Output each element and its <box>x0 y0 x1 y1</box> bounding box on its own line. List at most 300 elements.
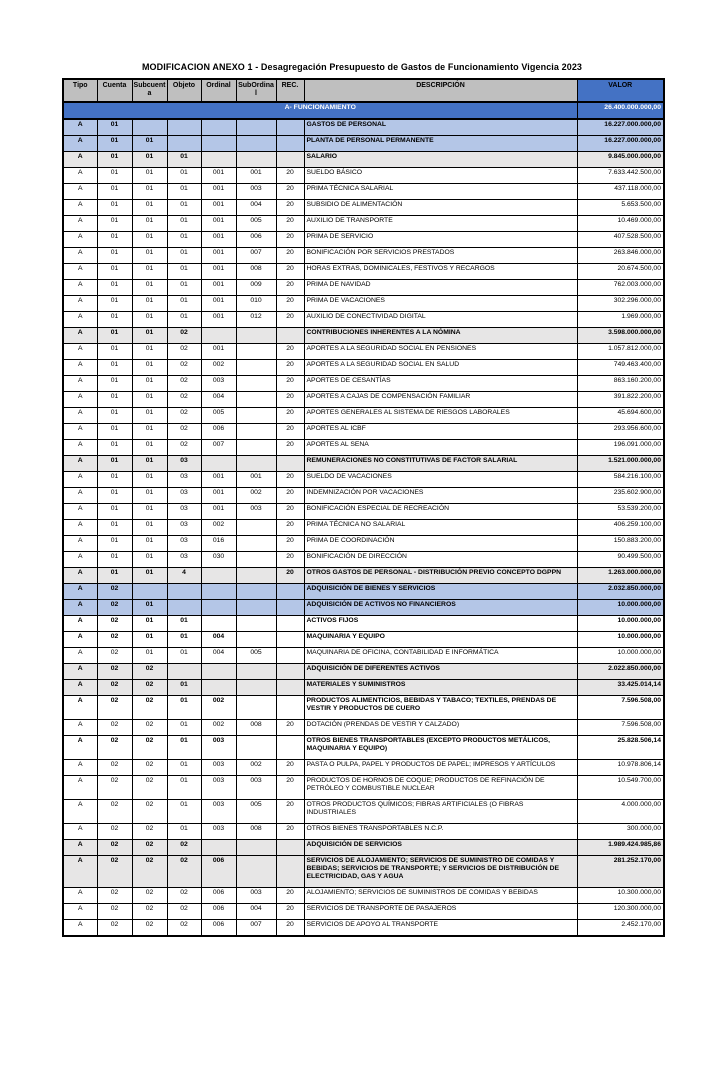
cell-valor: 10.300.000,00 <box>577 888 664 904</box>
cell-valor: 10.000.000,00 <box>577 648 664 664</box>
cell-subcuenta: 01 <box>132 535 167 551</box>
cell-subordinal: 008 <box>236 824 276 840</box>
cell-valor: 25.828.506,14 <box>577 736 664 760</box>
cell-objeto: 03 <box>167 455 201 471</box>
cell-ordinal: 002 <box>201 720 236 736</box>
cell-rec <box>276 840 304 856</box>
table-row <box>63 856 664 888</box>
cell-objeto: 01 <box>167 736 201 760</box>
cell-ordinal: 001 <box>201 167 236 183</box>
cell-subcuenta: 02 <box>132 720 167 736</box>
cell-subordinal <box>236 680 276 696</box>
table-row <box>63 696 664 720</box>
cell-valor: 2.032.850.000,00 <box>577 583 664 599</box>
cell-rec: 20 <box>276 311 304 327</box>
cell-rec <box>276 680 304 696</box>
cell-subordinal <box>236 391 276 407</box>
cell-cuenta: 02 <box>97 680 132 696</box>
cell-cuenta: 02 <box>97 920 132 937</box>
cell-tipo: A <box>63 311 97 327</box>
cell-cuenta: 02 <box>97 776 132 800</box>
cell-ordinal: 001 <box>201 199 236 215</box>
table-row <box>63 888 664 904</box>
cell-cuenta: 02 <box>97 888 132 904</box>
cell-subcuenta <box>132 583 167 599</box>
cell-objeto <box>167 664 201 680</box>
cell-subordinal <box>236 736 276 760</box>
cell-subcuenta: 01 <box>132 167 167 183</box>
cell-rec: 20 <box>276 295 304 311</box>
cell-valor: 5.653.500,00 <box>577 199 664 215</box>
cell-tipo: A <box>63 135 97 151</box>
cell-objeto <box>167 599 201 615</box>
cell-ordinal: 004 <box>201 648 236 664</box>
cell-ordinal: 001 <box>201 471 236 487</box>
cell-ordinal: 007 <box>201 439 236 455</box>
table-row <box>63 311 664 327</box>
cell-subordinal: 002 <box>236 487 276 503</box>
cell-ordinal <box>201 616 236 632</box>
cell-cuenta: 01 <box>97 391 132 407</box>
cell-tipo: A <box>63 471 97 487</box>
cell-subordinal <box>236 696 276 720</box>
cell-descripcion: BONIFICACIÓN POR SERVICIOS PRESTADOS <box>304 247 577 263</box>
cell-cuenta: 02 <box>97 904 132 920</box>
cell-descripcion: PRIMA TÉCNICA NO SALARIAL <box>304 519 577 535</box>
cell-descripcion: SERVICIOS DE TRANSPORTE DE PASAJEROS <box>304 904 577 920</box>
cell-rec <box>276 856 304 888</box>
cell-valor: 1.057.812.000,00 <box>577 343 664 359</box>
cell-objeto: 03 <box>167 471 201 487</box>
cell-subordinal <box>236 583 276 599</box>
cell-valor: 1.521.000.000,00 <box>577 455 664 471</box>
cell-subordinal <box>236 535 276 551</box>
cell-rec: 20 <box>276 904 304 920</box>
cell-tipo: A <box>63 359 97 375</box>
cell-subordinal <box>236 343 276 359</box>
cell-rec: 20 <box>276 888 304 904</box>
cell-descripcion: PRODUCTOS ALIMENTICIOS, BEBIDAS Y TABACO; TEXTILES, PRENDAS DE VESTIR Y PRODUCTOS DE CUERO <box>304 696 577 720</box>
cell-tipo: A <box>63 535 97 551</box>
table-row <box>63 720 664 736</box>
table-row <box>63 487 664 503</box>
cell-subordinal: 007 <box>236 247 276 263</box>
cell-ordinal <box>201 840 236 856</box>
cell-valor: 10.978.806,14 <box>577 760 664 776</box>
cell-valor: 391.822.200,00 <box>577 391 664 407</box>
cell-valor: 863.160.200,00 <box>577 375 664 391</box>
cell-cuenta: 02 <box>97 856 132 888</box>
cell-ordinal: 003 <box>201 375 236 391</box>
cell-valor: 16.227.000.000,00 <box>577 119 664 136</box>
cell-objeto: 03 <box>167 535 201 551</box>
cell-cuenta: 01 <box>97 279 132 295</box>
cell-descripcion: PRODUCTOS DE HORNOS DE COQUE; PRODUCTOS DE REFINACIÓN DE PETRÓLEO Y COMBUSTIBLE NUCLEAR <box>304 776 577 800</box>
cell-subcuenta: 01 <box>132 375 167 391</box>
cell-rec: 20 <box>276 720 304 736</box>
cell-tipo: A <box>63 199 97 215</box>
cell-cuenta: 02 <box>97 720 132 736</box>
cell-tipo: A <box>63 183 97 199</box>
cell-tipo: A <box>63 423 97 439</box>
cell-cuenta: 01 <box>97 183 132 199</box>
cell-subcuenta: 01 <box>132 391 167 407</box>
cell-objeto: 02 <box>167 920 201 937</box>
cell-rec <box>276 616 304 632</box>
cell-cuenta: 02 <box>97 840 132 856</box>
cell-rec: 20 <box>276 567 304 583</box>
table-row <box>63 247 664 263</box>
table-row <box>63 736 664 760</box>
cell-subcuenta: 01 <box>132 311 167 327</box>
cell-tipo: A <box>63 455 97 471</box>
cell-valor: 10.549.700,00 <box>577 776 664 800</box>
cell-cuenta: 01 <box>97 503 132 519</box>
cell-subordinal <box>236 439 276 455</box>
cell-ordinal <box>201 119 236 136</box>
cell-tipo: A <box>63 407 97 423</box>
cell-subcuenta: 02 <box>132 664 167 680</box>
cell-objeto: 01 <box>167 680 201 696</box>
table-row <box>63 664 664 680</box>
cell-ordinal: 006 <box>201 920 236 937</box>
cell-tipo: A <box>63 167 97 183</box>
cell-rec: 20 <box>276 519 304 535</box>
cell-descripcion: ADQUISICIÓN DE SERVICIOS <box>304 840 577 856</box>
cell-subordinal <box>236 119 276 136</box>
cell-valor: 2.452.170,00 <box>577 920 664 937</box>
cell-ordinal: 006 <box>201 888 236 904</box>
cell-subordinal <box>236 455 276 471</box>
cell-valor: 10.000.000,00 <box>577 632 664 648</box>
cell-valor: 437.118.000,00 <box>577 183 664 199</box>
cell-objeto: 01 <box>167 167 201 183</box>
cell-descripcion: APORTES A CAJAS DE COMPENSACIÓN FAMILIAR <box>304 391 577 407</box>
cell-ordinal <box>201 599 236 615</box>
cell-subordinal: 008 <box>236 720 276 736</box>
cell-cuenta: 01 <box>97 135 132 151</box>
cell-subcuenta: 01 <box>132 519 167 535</box>
cell-cuenta: 01 <box>97 263 132 279</box>
cell-cuenta: 02 <box>97 800 132 824</box>
cell-subcuenta: 01 <box>132 183 167 199</box>
table-row <box>63 327 664 343</box>
cell-descripcion: APORTES DE CESANTÍAS <box>304 375 577 391</box>
cell-descripcion: BONIFICACIÓN ESPECIAL DE RECREACIÓN <box>304 503 577 519</box>
cell-descripcion: SERVICIOS DE ALOJAMIENTO; SERVICIOS DE SUMINISTRO DE COMIDAS Y BEBIDAS; SERVICIOS DE TRANSPORTE; Y SERVICIOS DE DISTRIBUCIÓN DE ELECTRICIDAD, GAS Y AGUA <box>304 856 577 888</box>
cell-subordinal: 002 <box>236 760 276 776</box>
table-row <box>63 343 664 359</box>
cell-ordinal: 001 <box>201 343 236 359</box>
cell-tipo: A <box>63 736 97 760</box>
cell-descripcion: SUELDO DE VACACIONES <box>304 471 577 487</box>
cell-valor: 584.216.100,00 <box>577 471 664 487</box>
cell-tipo: A <box>63 648 97 664</box>
cell-objeto <box>167 583 201 599</box>
cell-descripcion: ALOJAMIENTO; SERVICIOS DE SUMINISTROS DE COMIDAS Y BEBIDAS <box>304 888 577 904</box>
table-row <box>63 215 664 231</box>
cell-valor: 196.091.000,00 <box>577 439 664 455</box>
cell-rec <box>276 736 304 760</box>
cell-tipo: A <box>63 119 97 136</box>
cell-descripcion: ACTIVOS FIJOS <box>304 616 577 632</box>
cell-rec: 20 <box>276 359 304 375</box>
cell-subordinal <box>236 856 276 888</box>
cell-subcuenta: 01 <box>132 215 167 231</box>
cell-descripcion: MAQUINARIA Y EQUIPO <box>304 632 577 648</box>
cell-objeto: 02 <box>167 439 201 455</box>
cell-valor: 407.528.500,00 <box>577 231 664 247</box>
table-row <box>63 119 664 136</box>
cell-objeto: 02 <box>167 888 201 904</box>
cell-subcuenta: 01 <box>132 648 167 664</box>
cell-valor: 20.674.500,00 <box>577 263 664 279</box>
cell-objeto: 02 <box>167 840 201 856</box>
cell-objeto: 01 <box>167 199 201 215</box>
cell-subcuenta: 01 <box>132 407 167 423</box>
cell-subcuenta: 01 <box>132 279 167 295</box>
cell-tipo: A <box>63 856 97 888</box>
cell-rec <box>276 327 304 343</box>
page-title: MODIFICACION ANEXO 1 - Desagregación Presupuesto de Gastos de Funcionamiento Vigencia 2023 <box>141 62 583 72</box>
cell-objeto: 02 <box>167 391 201 407</box>
cell-tipo: A <box>63 776 97 800</box>
cell-objeto: 03 <box>167 519 201 535</box>
cell-subcuenta: 01 <box>132 295 167 311</box>
cell-cuenta: 01 <box>97 327 132 343</box>
col-header-subcuenta: Subcuenta <box>132 79 167 102</box>
cell-ordinal: 003 <box>201 824 236 840</box>
cell-valor: 10.000.000,00 <box>577 616 664 632</box>
table-row <box>63 567 664 583</box>
cell-ordinal <box>201 664 236 680</box>
cell-tipo: A <box>63 840 97 856</box>
cell-descripcion: ADQUISICIÓN DE ACTIVOS NO FINANCIEROS <box>304 599 577 615</box>
cell-valor: 53.539.200,00 <box>577 503 664 519</box>
cell-descripcion: APORTES AL ICBF <box>304 423 577 439</box>
cell-descripcion: AUXILIO DE CONECTIVIDAD DIGITAL <box>304 311 577 327</box>
table-row <box>63 776 664 800</box>
cell-descripcion: ADQUISICIÓN DE BIENES Y SERVICIOS <box>304 583 577 599</box>
cell-subordinal <box>236 151 276 167</box>
cell-subcuenta: 01 <box>132 503 167 519</box>
cell-objeto: 01 <box>167 616 201 632</box>
cell-subordinal <box>236 599 276 615</box>
col-header-descripcion: DESCRIPCIÓN <box>304 79 577 102</box>
cell-subordinal <box>236 632 276 648</box>
cell-tipo: A <box>63 487 97 503</box>
cell-ordinal <box>201 327 236 343</box>
cell-ordinal: 004 <box>201 391 236 407</box>
cell-ordinal: 002 <box>201 359 236 375</box>
cell-subcuenta: 01 <box>132 135 167 151</box>
cell-subordinal: 007 <box>236 920 276 937</box>
cell-valor: 120.300.000,00 <box>577 904 664 920</box>
cell-rec: 20 <box>276 183 304 199</box>
cell-cuenta: 01 <box>97 375 132 391</box>
table-row <box>63 151 664 167</box>
cell-tipo: A <box>63 327 97 343</box>
cell-cuenta: 02 <box>97 760 132 776</box>
cell-cuenta: 01 <box>97 247 132 263</box>
cell-descripcion: PRIMA DE NAVIDAD <box>304 279 577 295</box>
cell-cuenta: 01 <box>97 343 132 359</box>
cell-tipo: A <box>63 247 97 263</box>
cell-ordinal: 004 <box>201 632 236 648</box>
cell-valor: 1.263.000.000,00 <box>577 567 664 583</box>
cell-descripcion: PRIMA DE COORDINACIÓN <box>304 535 577 551</box>
cell-rec: 20 <box>276 439 304 455</box>
cell-subordinal: 010 <box>236 295 276 311</box>
cell-descripcion: OTROS PRODUCTOS QUÍMICOS; FIBRAS ARTIFICIALES (O FIBRAS INDUSTRIALES <box>304 800 577 824</box>
cell-subordinal: 003 <box>236 776 276 800</box>
cell-rec: 20 <box>276 279 304 295</box>
cell-tipo: A <box>63 231 97 247</box>
cell-ordinal: 001 <box>201 503 236 519</box>
table-body <box>63 119 664 937</box>
col-header-valor: VALOR <box>577 79 664 102</box>
table-row <box>63 375 664 391</box>
cell-ordinal <box>201 583 236 599</box>
cell-tipo: A <box>63 760 97 776</box>
cell-ordinal <box>201 151 236 167</box>
cell-tipo: A <box>63 904 97 920</box>
table-row <box>63 263 664 279</box>
cell-subcuenta: 01 <box>132 199 167 215</box>
cell-ordinal: 006 <box>201 423 236 439</box>
col-header-cuenta: Cuenta <box>97 79 132 102</box>
cell-subordinal: 003 <box>236 888 276 904</box>
cell-cuenta: 01 <box>97 295 132 311</box>
cell-rec: 20 <box>276 343 304 359</box>
cell-tipo: A <box>63 567 97 583</box>
cell-rec: 20 <box>276 824 304 840</box>
cell-tipo: A <box>63 824 97 840</box>
col-header-ordinal: Ordinal <box>201 79 236 102</box>
cell-valor: 1.969.000,00 <box>577 311 664 327</box>
col-header-objeto: Objeto <box>167 79 201 102</box>
budget-table <box>62 78 665 937</box>
cell-subcuenta: 01 <box>132 359 167 375</box>
cell-objeto: 03 <box>167 503 201 519</box>
cell-subordinal: 005 <box>236 215 276 231</box>
cell-objeto: 02 <box>167 407 201 423</box>
cell-valor: 1.989.424.985,86 <box>577 840 664 856</box>
cell-valor: 263.846.000,00 <box>577 247 664 263</box>
cell-rec: 20 <box>276 776 304 800</box>
cell-cuenta: 01 <box>97 167 132 183</box>
cell-rec <box>276 632 304 648</box>
cell-cuenta: 01 <box>97 439 132 455</box>
cell-ordinal <box>201 680 236 696</box>
cell-tipo: A <box>63 391 97 407</box>
cell-valor: 281.252.170,00 <box>577 856 664 888</box>
cell-descripcion: PRIMA DE SERVICIO <box>304 231 577 247</box>
cell-tipo: A <box>63 295 97 311</box>
cell-descripcion: PRIMA DE VACACIONES <box>304 295 577 311</box>
table-row <box>63 183 664 199</box>
cell-cuenta: 01 <box>97 519 132 535</box>
table-row <box>63 439 664 455</box>
cell-rec <box>276 664 304 680</box>
cell-tipo: A <box>63 616 97 632</box>
cell-subcuenta: 02 <box>132 904 167 920</box>
cell-cuenta: 01 <box>97 231 132 247</box>
cell-objeto: 01 <box>167 231 201 247</box>
cell-cuenta: 01 <box>97 487 132 503</box>
cell-cuenta: 01 <box>97 199 132 215</box>
cell-subcuenta: 02 <box>132 776 167 800</box>
cell-rec: 20 <box>276 375 304 391</box>
cell-rec: 20 <box>276 503 304 519</box>
cell-ordinal: 006 <box>201 904 236 920</box>
cell-ordinal: 016 <box>201 535 236 551</box>
cell-descripcion: APORTES A LA SEGURIDAD SOCIAL EN PENSIONES <box>304 343 577 359</box>
cell-rec <box>276 455 304 471</box>
table-row <box>63 680 664 696</box>
cell-cuenta: 01 <box>97 567 132 583</box>
table-row <box>63 840 664 856</box>
cell-subordinal: 009 <box>236 279 276 295</box>
cell-subcuenta <box>132 119 167 136</box>
col-header-subordinal: SubOrdinal <box>236 79 276 102</box>
cell-subcuenta: 01 <box>132 599 167 615</box>
cell-descripcion: ADQUISICIÓN DE DIFERENTES ACTIVOS <box>304 664 577 680</box>
cell-objeto: 01 <box>167 215 201 231</box>
cell-subordinal: 008 <box>236 263 276 279</box>
cell-subcuenta: 01 <box>132 471 167 487</box>
cell-rec: 20 <box>276 535 304 551</box>
cell-tipo: A <box>63 151 97 167</box>
cell-subordinal <box>236 423 276 439</box>
cell-subordinal <box>236 519 276 535</box>
cell-objeto: 01 <box>167 263 201 279</box>
cell-tipo: A <box>63 375 97 391</box>
cell-ordinal: 001 <box>201 231 236 247</box>
cell-descripcion: APORTES A LA SEGURIDAD SOCIAL EN SALUD <box>304 359 577 375</box>
cell-subordinal: 004 <box>236 199 276 215</box>
cell-cuenta: 01 <box>97 423 132 439</box>
cell-objeto: 02 <box>167 359 201 375</box>
cell-rec: 20 <box>276 800 304 824</box>
cell-objeto: 01 <box>167 183 201 199</box>
cell-tipo: A <box>63 800 97 824</box>
cell-ordinal: 002 <box>201 519 236 535</box>
cell-ordinal: 003 <box>201 736 236 760</box>
cell-subordinal <box>236 359 276 375</box>
cell-valor: 302.296.000,00 <box>577 295 664 311</box>
cell-rec <box>276 648 304 664</box>
cell-tipo: A <box>63 720 97 736</box>
cell-descripcion: APORTES GENERALES AL SISTEMA DE RIESGOS LABORALES <box>304 407 577 423</box>
table-row <box>63 279 664 295</box>
cell-objeto: 01 <box>167 800 201 824</box>
cell-subcuenta: 01 <box>132 551 167 567</box>
table-row <box>63 920 664 937</box>
cell-cuenta: 02 <box>97 696 132 720</box>
cell-cuenta: 02 <box>97 616 132 632</box>
section-band-row <box>63 102 664 119</box>
cell-objeto: 02 <box>167 327 201 343</box>
cell-rec <box>276 599 304 615</box>
cell-subcuenta: 01 <box>132 263 167 279</box>
cell-cuenta: 02 <box>97 599 132 615</box>
cell-descripcion: PRIMA TÉCNICA SALARIAL <box>304 183 577 199</box>
cell-subcuenta: 02 <box>132 696 167 720</box>
cell-cuenta: 01 <box>97 535 132 551</box>
cell-valor: 293.956.600,00 <box>577 423 664 439</box>
cell-tipo: A <box>63 263 97 279</box>
